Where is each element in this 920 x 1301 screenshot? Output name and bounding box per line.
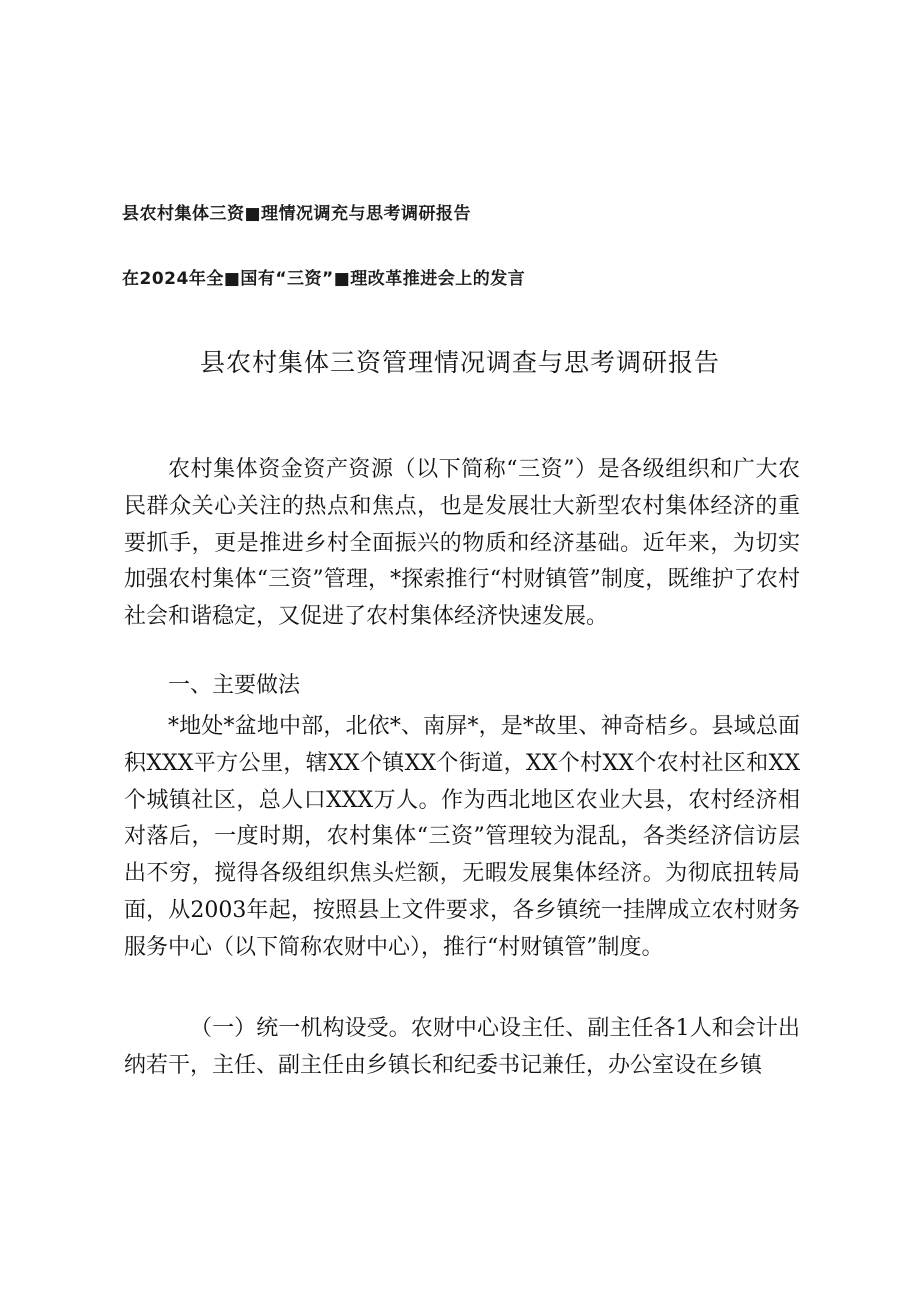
toc-line-speech-title: 在2024年全■国有“三资”■理改革推进会上的发言 xyxy=(122,269,526,289)
paragraph-county-overview: *地处*盆地中部，北依*、南屏*，是*故里、神奇桔乡。县域总面积XXX平方公里，辖XX个镇XX个街道，XX个村XX个农村社区和XX个城镇社区，总人口XXX万人。作为西北地区农业大县，农村经济相对落后，一度时期，农村集体“三资”管理较为混乱，各类经济信访层出不穷，搅得各级组织焦头烂额，无暇发展集体经济。为彻底扭转局面，从2003年起，按照县上文件要求，各乡镇统一挂牌成立农村财务服务中心（以下简称农财中心），推行“村财镇管”制度。 xyxy=(124,714,800,960)
paragraph-unified-organization: （一）统一机构设受。农财中心设主任、副主任各1人和会计出纳若干，主任、副主任由乡镇长和纪委书记兼任，办公室设在乡镇 xyxy=(124,1016,800,1078)
document-title: 县农村集体三资管理情况调查与思考调研报告 xyxy=(199,348,720,377)
toc-line-report-title: 县农村集体三资■理情况调充与思考调研报告 xyxy=(122,204,472,224)
paragraph-intro: 农村集体资金资产资源（以下简称“三资”）是各级组织和广大农民群众关心关注的热点和焦点，也是发展壮大新型农村集体经济的重要抓手，更是推进乡村全面振兴的物质和经济基础。近年来，为切实加强农村集体“三资”管理，*探索推行“村财镇管”制度，既维护了农村社会和谐稳定，又促进了农村集体经济快速发展。 xyxy=(124,457,800,630)
section-heading-main-practices: 一、主要做法 xyxy=(168,673,301,698)
